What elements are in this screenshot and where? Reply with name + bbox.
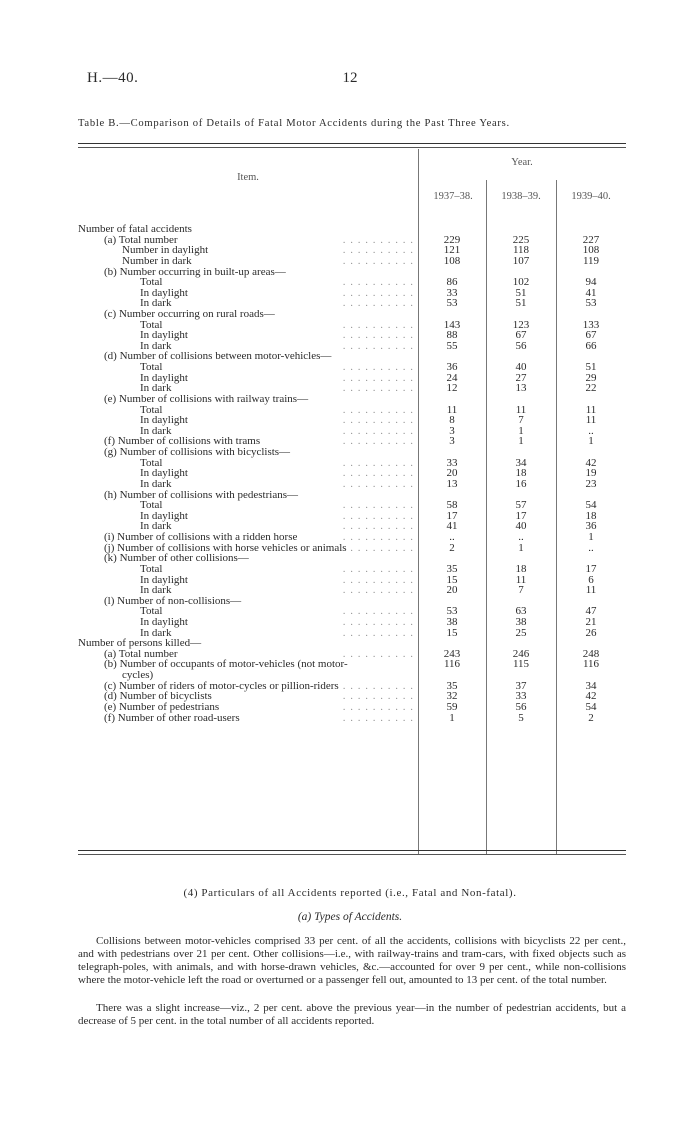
row-label: (c) Number of riders of motor-cycles or pillion-riders <box>104 679 339 692</box>
value-cell-3: 94 <box>585 276 597 289</box>
value-cell-2: 56 <box>515 339 527 352</box>
row-label: (a) Total number <box>104 647 178 660</box>
value-cell-1: 58 <box>446 499 458 512</box>
row-label: cycles) <box>122 669 154 681</box>
table-bottom-rule-thin <box>78 854 626 855</box>
value-cell-3: 19 <box>585 467 597 480</box>
value-cell-2: 51 <box>515 297 527 310</box>
value-cell-1: 20 <box>446 467 458 480</box>
value-cell-2: 27 <box>515 371 527 384</box>
table-row <box>78 659 626 670</box>
value-cell-3: 17 <box>585 562 597 575</box>
value-cell-3: 51 <box>585 361 597 374</box>
value-cell-2: 40 <box>515 520 527 533</box>
value-cell-1: 35 <box>446 562 458 575</box>
value-cell-1: 53 <box>446 605 458 618</box>
leader-dots: . . . . . . . . . . <box>342 477 414 490</box>
row-label: (e) Number of pedestrians <box>104 700 220 713</box>
row-label: (c) Number occurring on rural roads— <box>104 308 275 320</box>
value-cell-3: 21 <box>585 615 597 628</box>
leader-dots: . . . . . . . . . . <box>342 467 414 480</box>
value-cell-2: 225 <box>512 233 530 246</box>
leader-dots: . . . . . . . . . . <box>342 700 414 713</box>
value-cell-3: 1 <box>588 435 594 448</box>
leader-dots: . . . . . . . . . . <box>342 435 414 448</box>
value-cell-1: 17 <box>446 509 458 522</box>
value-cell-3: 54 <box>585 499 597 512</box>
value-cell-3: 42 <box>585 690 597 703</box>
row-label: In dark <box>140 424 172 437</box>
leader-dots: . . . . . . . . . . <box>342 424 414 437</box>
year-heading-3: 1939–40. <box>571 191 611 202</box>
value-cell-2: 102 <box>512 276 530 289</box>
value-cell-1: 229 <box>443 233 461 246</box>
row-label: In dark <box>140 339 172 352</box>
value-cell-3: 22 <box>585 382 597 395</box>
value-cell-1: 41 <box>446 520 458 533</box>
value-cell-2: 246 <box>512 647 530 660</box>
row-label: In daylight <box>140 467 188 480</box>
value-cell-1: 20 <box>446 584 458 597</box>
value-cell-2: 5 <box>518 711 524 724</box>
leader-dots: . . . . . . . . . . <box>342 509 414 522</box>
row-label: In dark <box>140 584 172 597</box>
section-title: (4) Particulars of all Accidents reported (i.e., Fatal and Non-fatal). <box>183 887 517 899</box>
item-column-heading: Item. <box>237 172 259 183</box>
row-label: Total <box>140 276 163 289</box>
value-cell-3: 18 <box>585 509 597 522</box>
value-cell-2: 115 <box>512 658 530 671</box>
row-label: In daylight <box>140 509 188 522</box>
year-heading-2: 1938–39. <box>501 191 541 202</box>
value-cell-2: 34 <box>515 456 527 469</box>
value-cell-1: 15 <box>446 573 458 586</box>
row-label: In dark <box>140 626 172 639</box>
value-cell-1: 11 <box>446 403 458 416</box>
leader-dots: . . . . . . . . . . <box>342 382 414 395</box>
value-cell-2: 118 <box>512 244 530 257</box>
row-label: In daylight <box>140 615 188 628</box>
row-label: (k) Number of other collisions— <box>104 552 249 565</box>
table-row <box>78 713 626 724</box>
value-cell-3: 53 <box>585 297 597 310</box>
row-label: (b) Number of occupants of motor-vehicles (not motor- <box>104 658 348 671</box>
row-label: In daylight <box>140 329 188 342</box>
value-cell-2: 63 <box>515 605 527 618</box>
leader-dots: . . . . . . . . . . <box>342 520 414 533</box>
value-cell-2: .. <box>518 531 524 543</box>
value-cell-3: 11 <box>585 414 597 427</box>
value-cell-2: 1 <box>518 541 524 554</box>
value-cell-1: 32 <box>446 690 458 703</box>
value-cell-2: 18 <box>515 467 527 480</box>
value-cell-3: 11 <box>585 403 597 416</box>
value-cell-1: 86 <box>446 276 458 289</box>
leader-dots: . . . . . . . . . . <box>342 573 414 586</box>
value-cell-2: 13 <box>515 382 527 395</box>
row-label: Total <box>140 318 163 331</box>
leader-dots: . . . . . . . . . . <box>342 361 414 374</box>
row-label: (f) Number of collisions with trams <box>104 435 261 448</box>
row-label: In dark <box>140 477 172 490</box>
table-top-rule-thin <box>78 147 626 148</box>
row-label: Number of fatal accidents <box>78 223 192 235</box>
paragraph-1: Collisions between motor-vehicles comprised 33 per cent. of all the accidents, collisions with bicyclists 22 per cent., and with pedestrians over 21 per cent. Other collisions—i.e., with railway-trains and tram-cars, with fixed objects such as telegraph-poles, with animals, and with horse-drawn vehicles, &c.—accounted for over 9 per cent., while non-collisions where the motor-vehicle left the road or overturned or a passenger fell out, amounted to 13 per cent. of the total number. <box>78 935 626 986</box>
row-label: (g) Number of collisions with bicyclists— <box>104 446 291 458</box>
leader-dots: . . . . . . . . . . <box>342 562 414 575</box>
value-cell-2: 1 <box>518 424 524 437</box>
leader-dots: . . . . . . . . . . <box>342 679 414 692</box>
row-label: (i) Number of collisions with a ridden horse <box>104 531 298 543</box>
value-cell-3: 11 <box>585 584 597 597</box>
year-heading-1: 1937–38. <box>433 191 473 202</box>
value-cell-1: 15 <box>446 626 458 639</box>
leader-dots: . . . . . . . . . . <box>342 286 414 299</box>
value-cell-3: 248 <box>582 647 600 660</box>
value-cell-2: 38 <box>515 615 527 628</box>
paragraph-2: There was a slight increase—viz., 2 per cent. above the previous year—in the number of pedestrian accidents, but a decrease of 5 per cent. in the total number of all accidents reported. <box>78 1002 626 1027</box>
value-cell-2: 107 <box>512 254 530 267</box>
value-cell-1: 59 <box>446 700 458 713</box>
leader-dots: . . . . . . . . . . <box>342 456 414 469</box>
row-label: Total <box>140 361 163 374</box>
value-cell-2: 25 <box>515 626 527 639</box>
value-cell-1: 143 <box>443 318 461 331</box>
value-cell-1: .. <box>449 531 455 543</box>
value-cell-1: 243 <box>443 647 461 660</box>
value-cell-2: 57 <box>515 499 527 512</box>
leader-dots: . . . . . . . . . . <box>342 711 414 724</box>
value-cell-3: 2 <box>588 711 594 724</box>
leader-dots: . . . . . . . . . . <box>342 244 414 257</box>
value-cell-2: 37 <box>515 679 527 692</box>
value-cell-1: 55 <box>446 339 458 352</box>
value-cell-1: 33 <box>446 286 458 299</box>
value-cell-3: 47 <box>585 605 597 618</box>
row-label: (b) Number occurring in built-up areas— <box>104 265 286 278</box>
leader-dots: . . . . . . . . . . <box>342 233 414 246</box>
value-cell-1: 38 <box>446 615 458 628</box>
value-cell-3: 119 <box>582 254 600 267</box>
value-cell-1: 2 <box>449 541 455 554</box>
value-cell-3: 26 <box>585 626 597 639</box>
leader-dots: . . . . . . . . . . <box>342 403 414 416</box>
value-cell-1: 88 <box>446 329 458 342</box>
value-cell-3: .. <box>588 424 594 437</box>
value-cell-2: 7 <box>518 584 524 597</box>
value-cell-2: 33 <box>515 690 527 703</box>
row-label: (f) Number of other road-users <box>104 711 240 724</box>
value-cell-1: 12 <box>446 382 458 395</box>
leader-dots: . . . . . . . . . . <box>342 541 414 554</box>
page-number: 12 <box>342 70 358 86</box>
leader-dots: . . . . . . . . . . <box>342 276 414 289</box>
value-cell-3: 34 <box>585 679 597 692</box>
row-label: Number in daylight <box>122 244 209 257</box>
value-cell-2: 56 <box>515 700 527 713</box>
value-cell-1: 35 <box>446 679 458 692</box>
value-cell-3: .. <box>588 541 594 554</box>
value-cell-1: 24 <box>446 371 458 384</box>
row-label: (h) Number of collisions with pedestrians— <box>104 488 298 501</box>
value-cell-3: 42 <box>585 456 597 469</box>
row-label: (l) Number of non-collisions— <box>104 594 242 607</box>
value-cell-1: 121 <box>443 244 461 257</box>
leader-dots: . . . . . . . . . . <box>342 254 414 267</box>
row-label: Total <box>140 403 163 416</box>
table-bottom-rule <box>78 850 626 851</box>
table-title: Table B.—Comparison of Details of Fatal Motor Accidents during the Past Three Years. <box>78 118 510 129</box>
value-cell-3: 29 <box>585 371 597 384</box>
row-label: In daylight <box>140 414 188 427</box>
leader-dots: . . . . . . . . . . <box>342 615 414 628</box>
row-label: (j) Number of collisions with horse vehicles or animals <box>104 541 347 554</box>
row-label: In dark <box>140 297 172 310</box>
value-cell-3: 36 <box>585 520 597 533</box>
value-cell-3: 67 <box>585 329 597 342</box>
leader-dots: . . . . . . . . . . <box>342 647 414 660</box>
leader-dots: . . . . . . . . . . <box>342 297 414 310</box>
value-cell-2: 40 <box>515 361 527 374</box>
value-cell-1: 116 <box>443 658 461 671</box>
row-label: Total <box>140 562 163 575</box>
row-label: In daylight <box>140 573 188 586</box>
value-cell-3: 227 <box>582 233 600 246</box>
value-cell-1: 53 <box>446 297 458 310</box>
row-label: In dark <box>140 382 172 395</box>
row-label: (d) Number of collisions between motor-vehicles— <box>104 350 332 363</box>
value-cell-3: 23 <box>585 477 597 490</box>
leader-dots: . . . . . . . . . . <box>342 531 414 543</box>
value-cell-3: 108 <box>582 244 600 257</box>
row-label: Number of persons killed— <box>78 637 202 650</box>
row-label: Number in dark <box>122 254 192 267</box>
row-label: In dark <box>140 520 172 533</box>
leader-dots: . . . . . . . . . . <box>342 605 414 618</box>
value-cell-2: 17 <box>515 509 527 522</box>
table-top-rule <box>78 143 626 144</box>
value-cell-1: 1 <box>449 711 455 724</box>
row-label: Total <box>140 499 163 512</box>
row-label: (d) Number of bicyclists <box>104 690 212 703</box>
leader-dots: . . . . . . . . . . <box>342 371 414 384</box>
leader-dots: . . . . . . . . . . <box>342 339 414 352</box>
value-cell-3: 1 <box>588 531 594 543</box>
value-cell-3: 41 <box>585 286 597 299</box>
value-cell-2: 123 <box>512 318 530 331</box>
leader-dots: . . . . . . . . . . <box>342 626 414 639</box>
row-label: Total <box>140 605 163 618</box>
year-column-heading: Year. <box>511 157 533 168</box>
value-cell-1: 3 <box>449 424 455 437</box>
value-cell-2: 67 <box>515 329 527 342</box>
value-cell-1: 8 <box>449 414 455 427</box>
value-cell-2: 51 <box>515 286 527 299</box>
value-cell-3: 66 <box>585 339 597 352</box>
row-label: (e) Number of collisions with railway trains— <box>104 392 309 405</box>
value-cell-1: 33 <box>446 456 458 469</box>
row-label: Total <box>140 456 163 469</box>
leader-dots: . . . . . . . . . . <box>342 329 414 342</box>
value-cell-3: 6 <box>588 573 594 586</box>
value-cell-1: 108 <box>443 254 461 267</box>
leader-dots: . . . . . . . . . . <box>342 499 414 512</box>
leader-dots: . . . . . . . . . . <box>342 690 414 703</box>
value-cell-2: 18 <box>515 562 527 575</box>
value-cell-2: 11 <box>515 403 527 416</box>
value-cell-2: 1 <box>518 435 524 448</box>
leader-dots: . . . . . . . . . . <box>342 414 414 427</box>
value-cell-1: 13 <box>446 477 458 490</box>
value-cell-2: 11 <box>515 573 527 586</box>
value-cell-1: 3 <box>449 435 455 448</box>
row-label: In daylight <box>140 286 188 299</box>
value-cell-3: 116 <box>582 658 600 671</box>
value-cell-2: 7 <box>518 414 524 427</box>
value-cell-3: 133 <box>582 318 600 331</box>
row-label: (a) Total number <box>104 233 178 246</box>
value-cell-2: 16 <box>515 477 527 490</box>
value-cell-1: 36 <box>446 361 458 374</box>
page-ref: H.—40. <box>87 70 139 86</box>
leader-dots: . . . . . . . . . . <box>342 318 414 331</box>
row-label: In daylight <box>140 371 188 384</box>
value-cell-3: 54 <box>585 700 597 713</box>
leader-dots: . . . . . . . . . . <box>342 584 414 597</box>
section-subtitle: (a) Types of Accidents. <box>297 911 403 923</box>
